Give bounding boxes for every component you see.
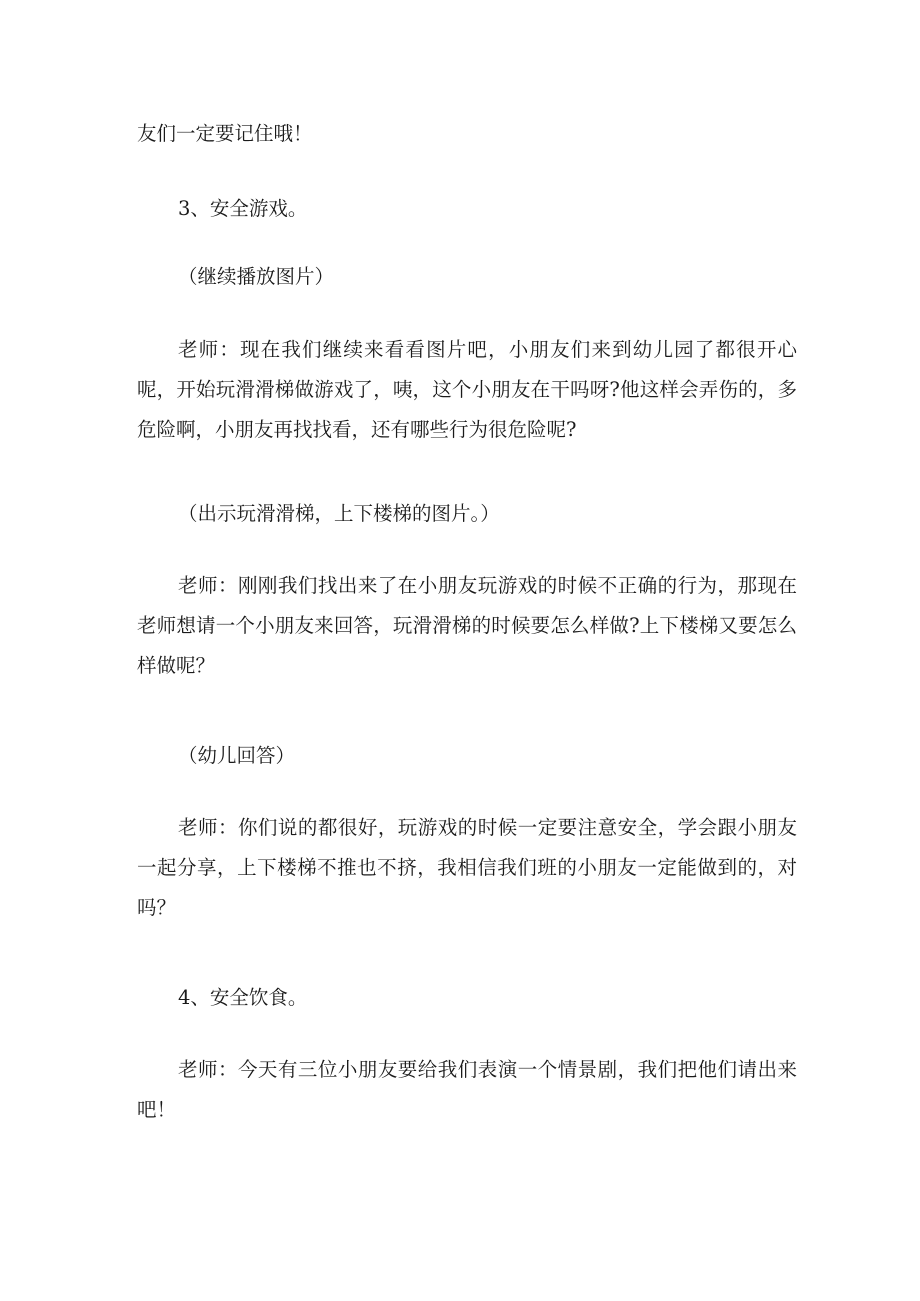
paragraph-teacher-question: 老师：刚刚我们找出来了在小朋友玩游戏的时候不正确的行为，那现在老师想请一个小朋友来回答，玩滑滑梯的时候要怎么样做?上下楼梯又要怎么样做呢？	[137, 574, 797, 677]
section-heading-safe-games: 3、安全游戏。	[178, 197, 308, 220]
section-heading-safe-eating: 4、安全饮食。	[178, 986, 308, 1009]
paragraph-teacher-skit: 老师：今天有三位小朋友要给我们表演一个情景剧，我们把他们请出来吧！	[137, 1058, 797, 1121]
stage-direction-show-pictures: （继续播放图片）	[178, 265, 335, 288]
stage-direction-slide-stairs: （出示玩滑滑梯，上下楼梯的图片。）	[178, 502, 500, 525]
paragraph-teacher-praise: 老师：你们说的都很好，玩游戏的时候一定要注意安全，学会跟小朋友一起分享，上下楼梯不推也不挤，我相信我们班的小朋友一定能做到的，对吗？	[137, 816, 797, 919]
paragraph-teacher-slide: 老师：现在我们继续来看看图片吧，小朋友们来到幼儿园了都很开心呢，开始玩滑滑梯做游戏了，咦，这个小朋友在干吗呀?他这样会弄伤的，多危险啊，小朋友再找找看，还有哪些行为很危险呢?	[137, 338, 797, 441]
stage-direction-children-answer: （幼儿回答）	[178, 744, 296, 767]
paragraph-continuation: 友们一定要记住哦！	[137, 122, 313, 145]
